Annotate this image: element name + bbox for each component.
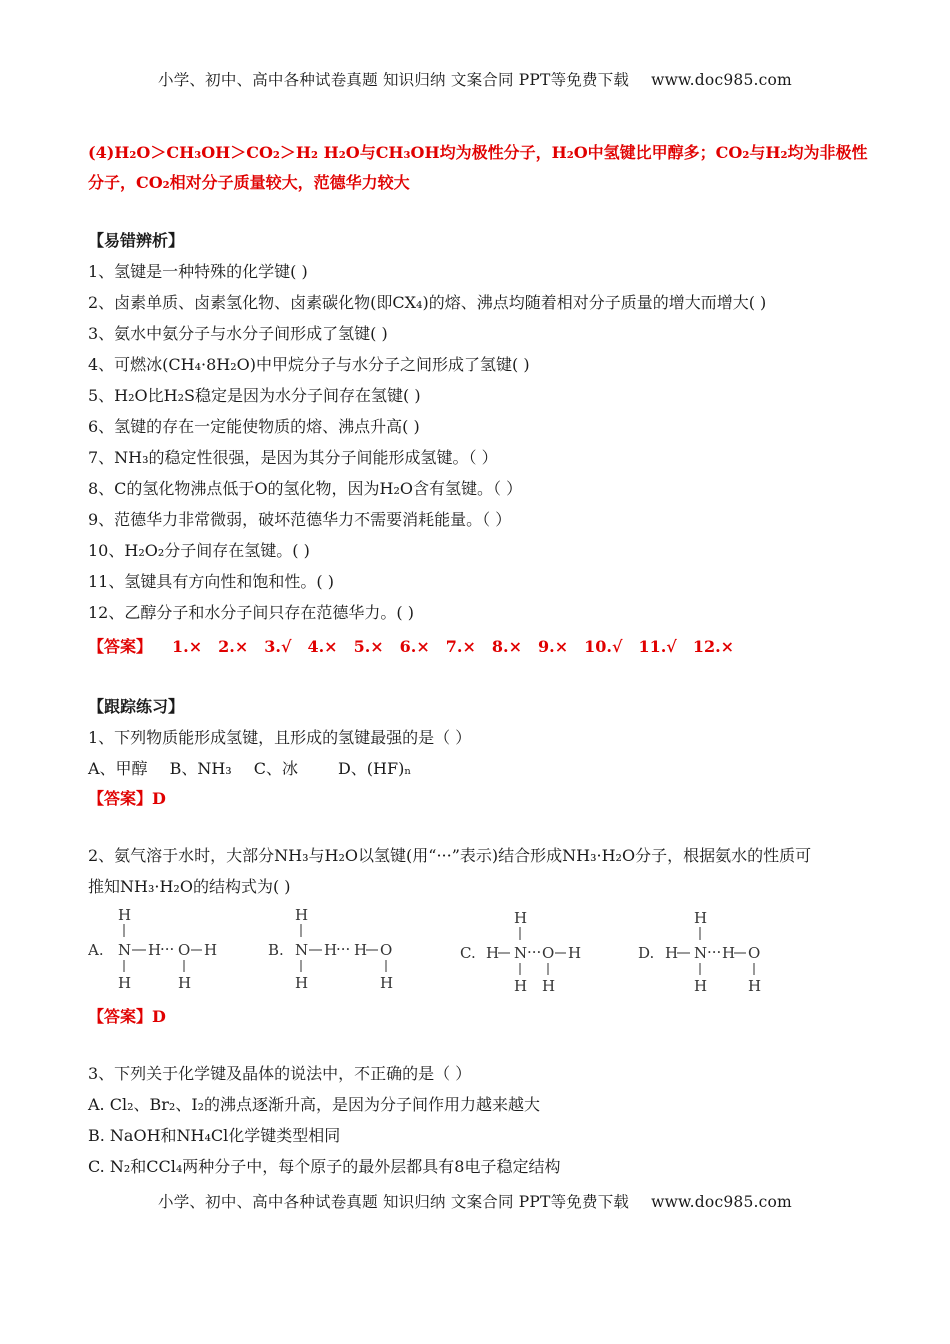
structure-options (88, 908, 878, 994)
atom-h: H (694, 909, 708, 927)
structure-d (638, 909, 761, 994)
atom-h: H (118, 974, 132, 992)
answer-value: 9.× (538, 637, 569, 656)
atom-n: N (694, 944, 708, 962)
question-2 (88, 840, 878, 1032)
atom-n: N (514, 944, 528, 962)
atom-h: H (324, 941, 338, 959)
answer-value: 3.√ (264, 637, 292, 656)
atom-h: H (148, 941, 162, 959)
mistakes-title: 【易错辨析】 (88, 231, 185, 250)
mistake-item: 5、H₂O比H₂S稳定是因为水分子间存在氢键( ) (88, 386, 421, 405)
label-a: A. (88, 941, 104, 959)
atom-h: H (204, 941, 218, 959)
atom-o: O (178, 941, 191, 959)
hydrogen-bond: ··· (527, 943, 542, 961)
question-3-option-a: A. Cl₂、Br₂、I₂的沸点逐渐升高，是因为分子间作用力越来越大 (88, 1095, 541, 1114)
header-site: www.doc985.com (651, 71, 792, 89)
atom-n: N (295, 941, 309, 959)
option-b: B、NH₃ (169, 759, 232, 778)
question-1-answer: 【答案】D (88, 789, 166, 808)
atom-n: N (118, 941, 132, 959)
header-text: 小学、初中、高中各种试卷真题 知识归纳 文案合同 PPT等免费下载 (158, 71, 630, 89)
footer-site: www.doc985.com (651, 1193, 792, 1211)
answer-value: 12.× (692, 637, 735, 656)
mistake-item: 8、C的氢化物沸点低于O的氢化物，因为H₂O含有氢键。（ ） (88, 479, 523, 498)
question-3-stem: 3、下列关于化学键及晶体的说法中，不正确的是（ ） (88, 1064, 472, 1083)
footer-text: 小学、初中、高中各种试卷真题 知识归纳 文案合同 PPT等免费下载 (158, 1193, 630, 1211)
answer-value: 11.√ (638, 637, 677, 656)
option-c: C、冰 (253, 759, 298, 778)
question-3-option-c: C. N₂和CCl₄两种分子中，每个原子的最外层都具有8电子稳定结构 (88, 1157, 561, 1176)
mistake-item: 1、氢键是一种特殊的化学键( ) (88, 262, 308, 281)
label-d: D. (638, 944, 655, 962)
page-body (88, 140, 878, 1182)
label-c: C. (460, 944, 476, 962)
atom-h: H (568, 944, 582, 962)
answer-value: 7.× (445, 637, 476, 656)
mistake-item: 9、范德华力非常微弱，破坏范德华力不需要消耗能量。（ ） (88, 510, 512, 529)
atom-o: O (380, 941, 393, 959)
question-2-answer: 【答案】D (88, 1007, 166, 1026)
question-3 (88, 1058, 878, 1182)
structure-b (268, 908, 393, 992)
answer-value: 4.× (307, 637, 338, 656)
option-a: A、甲醇 (88, 759, 148, 778)
mistakes-answer-row (88, 632, 878, 662)
mistake-item: 2、卤素单质、卤素氢化物、卤素碳化物(即CX₄)的熔、沸点均随着相对分子质量的增大而增大( ) (88, 293, 767, 312)
atom-h: H (665, 944, 679, 962)
mistake-item: 10、H₂O₂分子间存在氢键。( ) (88, 541, 310, 560)
atom-h: H (542, 977, 556, 994)
answer-value: 6.× (399, 637, 430, 656)
atom-o: O (542, 944, 555, 962)
mistake-item: 7、NH₃的稳定性很强，是因为其分子间能形成氢键。（ ） (88, 448, 498, 467)
answer-4 (88, 142, 878, 194)
page-footer (0, 1190, 950, 1212)
atom-h: H (514, 909, 528, 927)
atom-h: H (295, 908, 309, 924)
option-d: D、(HF)ₙ (337, 759, 412, 778)
structure-a (88, 908, 217, 992)
mistake-item: 4、可燃冰(CH₄·8H₂O)中甲烷分子与水分子之间形成了氢键( ) (88, 355, 530, 374)
answer-value: 1.× (172, 637, 203, 656)
question-2-stem-2: 推知NH₃·H₂O的结构式为( ) (88, 877, 291, 896)
atom-h: H (295, 974, 309, 992)
answer-4-line-2: 分子，CO₂相对分子质量较大，范德华力较大 (88, 173, 410, 192)
atom-h: H (514, 977, 528, 994)
mistake-item: 11、氢键具有方向性和饱和性。( ) (88, 572, 334, 591)
mistakes-section (88, 230, 878, 662)
atom-h: H (354, 941, 368, 959)
question-3-option-b: B. NaOH和NH₄Cl化学键类型相同 (88, 1126, 341, 1145)
answer-value: 10.√ (584, 637, 623, 656)
structure-diagrams (88, 908, 878, 994)
question-2-stem-1: 2、氨气溶于水时，大部分NH₃与H₂O以氢键(用“···”表示)结合形成NH₃·H₂O分子，根据氨水的性质可 (88, 846, 812, 865)
atom-h: H (118, 908, 132, 924)
answer-value: 5.× (353, 637, 384, 656)
practice-title: 【跟踪练习】 (88, 697, 185, 716)
mistake-item: 3、氨水中氨分子与水分子间形成了氢键( ) (88, 324, 388, 343)
answer-4-line-1: (4)H₂O＞CH₃OH＞CO₂＞H₂ H₂O与CH₃OH均为极性分子，H₂O中氢键比甲醇多；CO₂与H₂均为非极性 (88, 143, 868, 162)
hydrogen-bond: ··· (707, 943, 722, 961)
atom-h: H (178, 974, 192, 992)
atom-o: O (748, 944, 761, 962)
atom-h: H (380, 974, 394, 992)
page-header (0, 68, 950, 90)
atom-h: H (486, 944, 500, 962)
practice-section (88, 696, 878, 1182)
atom-h: H (722, 944, 736, 962)
question-1-options (88, 753, 878, 784)
atom-h: H (748, 977, 762, 994)
question-1-stem: 1、下列物质能形成氢键，且形成的氢键最强的是（ ） (88, 728, 472, 747)
structure-c (460, 909, 581, 994)
hydrogen-bond: ··· (160, 940, 175, 958)
atom-h: H (694, 977, 708, 994)
answer-value: 2.× (218, 637, 249, 656)
mistake-item: 6、氢键的存在一定能使物质的熔、沸点升高( ) (88, 417, 420, 436)
label-b: B. (268, 941, 284, 959)
mistake-item: 12、乙醇分子和水分子间只存在范德华力。( ) (88, 603, 414, 622)
question-1 (88, 722, 878, 814)
answer-label: 【答案】 (88, 637, 153, 656)
answer-value: 8.× (491, 637, 522, 656)
hydrogen-bond: ··· (336, 940, 351, 958)
